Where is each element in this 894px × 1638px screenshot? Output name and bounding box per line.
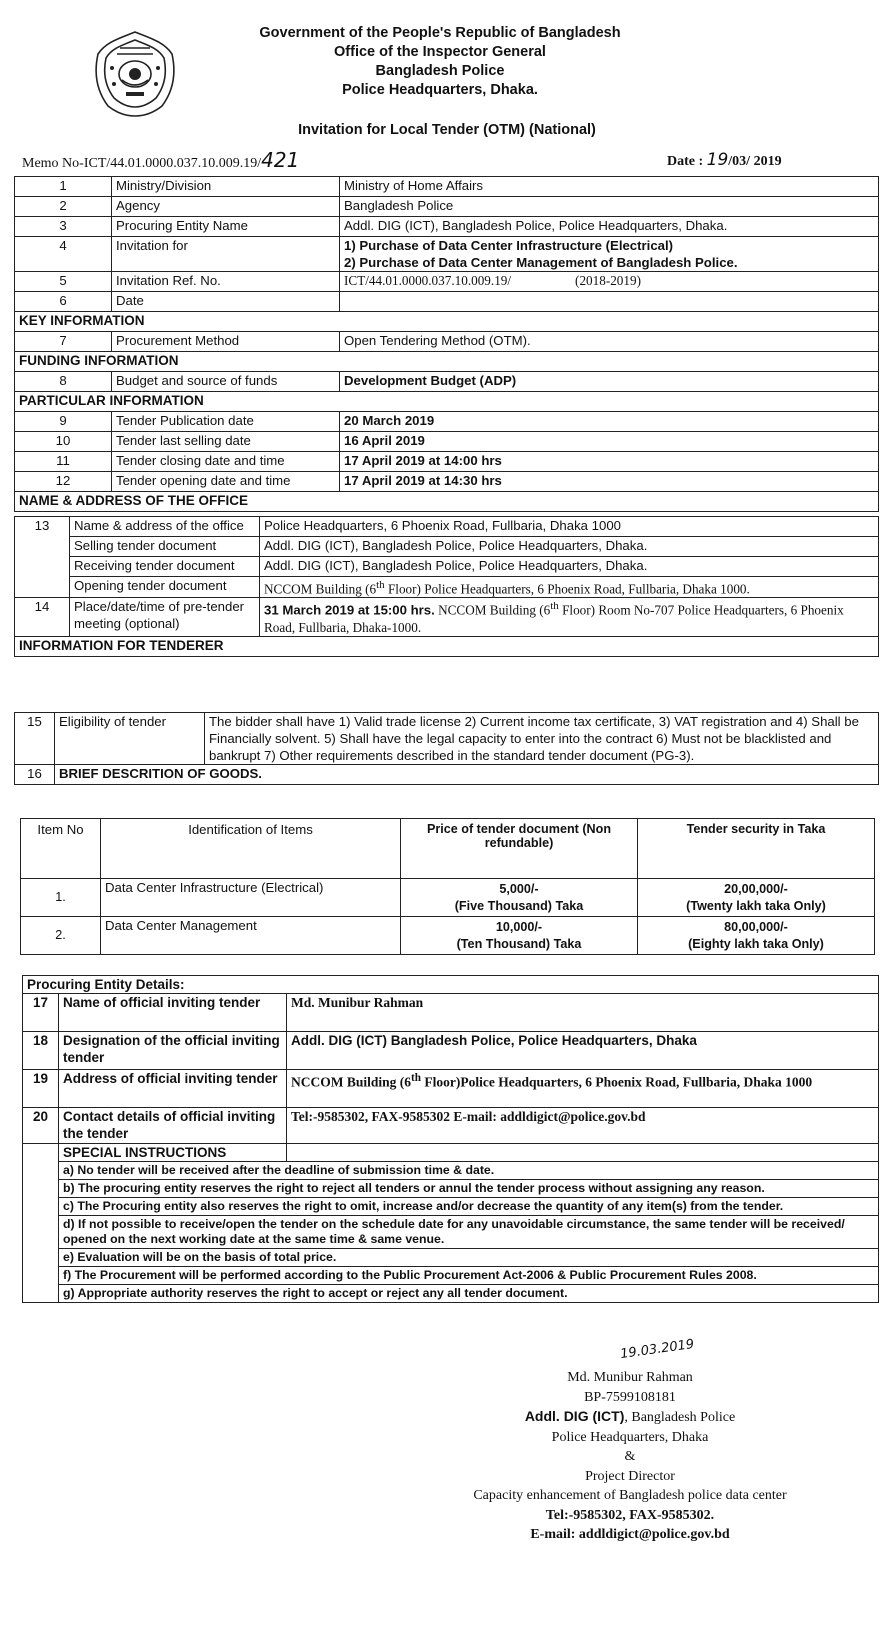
table-row [15, 517, 879, 537]
instruction-item: e) Evaluation will be on the basis of total price. [59, 1249, 879, 1267]
table-row [21, 879, 875, 917]
header-identification: Identification of Items [101, 819, 401, 879]
table-row [15, 332, 879, 352]
table-row [15, 557, 879, 577]
signatory-email: E-mail: addldigict@police.gov.bd [530, 1527, 730, 1542]
date-label: Date : [667, 154, 704, 169]
row-label: BRIEF DESCRITION OF GOODS. [55, 765, 879, 785]
table-row [15, 537, 879, 557]
value-part: NCCOM Building (6 [291, 1074, 412, 1090]
security-amount: 80,00,000/- [724, 919, 788, 934]
signature-block [430, 1368, 830, 1545]
row-label: Place/date/time of pre-tender meeting (optional) [70, 598, 260, 636]
table-row [15, 292, 879, 312]
memo-date [667, 150, 782, 170]
procuring-entity-heading: Procuring Entity Details: [23, 976, 879, 994]
section-particular-information: PARTICULAR INFORMATION [15, 392, 879, 412]
table-row [23, 994, 879, 1032]
section-funding-information: FUNDING INFORMATION [15, 352, 879, 372]
row-label: Agency [112, 197, 340, 217]
instruction-item: b) The procuring entity reserves the right to reject all tenders or annul the tender process without assigning any reason. [59, 1180, 879, 1198]
row-label: Invitation for [112, 237, 340, 272]
row-label: Opening tender document [70, 577, 260, 598]
date-rest: /03/ 2019 [728, 154, 782, 169]
letterhead-line-hq: Police Headquarters, Dhaka. [342, 82, 538, 98]
office-address-table [14, 516, 879, 657]
table-row [15, 237, 879, 272]
row-value [287, 1070, 879, 1108]
value-part: Floor) Room No-707 Police Headquarters, 6 Phoenix Road, Fullbaria, Dhaka-1000. [264, 602, 844, 635]
ref-number: ICT/44.01.0000.037.10.009.19/ [344, 273, 512, 288]
row-value: Ministry of Home Affairs [340, 177, 879, 197]
row-value: 17 April 2019 at 14:00 hrs [340, 452, 879, 472]
instructions-spacer [23, 1144, 59, 1303]
security-words: (Twenty lakh taka Only) [686, 898, 826, 913]
header-item-no: Item No [21, 819, 101, 879]
instruction-item: c) The Procuring entity also reserves the right to omit, increase and/or decrease the quantity of any item(s) from the tender. [59, 1198, 879, 1216]
row-label: Eligibility of tender [55, 713, 205, 765]
row-number: 7 [15, 332, 112, 352]
section-office-address: NAME & ADDRESS OF THE OFFICE [15, 492, 879, 512]
date-handwritten-day: 19 [706, 150, 729, 170]
invitation-item-1: 1) Purchase of Data Center Infrastructure (Electrical) [344, 238, 674, 253]
row-label: Selling tender document [70, 537, 260, 557]
row-label: Designation of the official inviting tender [59, 1032, 287, 1070]
signatory-name: Md. Munibur Rahman [567, 1370, 693, 1385]
signatory-role: Project Director [585, 1468, 675, 1484]
header-price: Price of tender document (Non refundable) [401, 819, 638, 879]
signatory-office: Police Headquarters, Dhaka [551, 1429, 709, 1445]
list-item [23, 1216, 879, 1249]
row-number: 20 [23, 1108, 59, 1144]
section-key-information: KEY INFORMATION [15, 312, 879, 332]
row-value [340, 272, 879, 292]
memo-handwritten-number: 421 [261, 148, 300, 172]
table-row [15, 432, 879, 452]
row-label: Date [112, 292, 340, 312]
row-number: 10 [15, 432, 112, 452]
table-row [15, 577, 879, 598]
row-value: Development Budget (ADP) [340, 372, 879, 392]
row-value: Bangladesh Police [340, 197, 879, 217]
goods-table [20, 818, 875, 955]
section-information-for-tenderer: INFORMATION FOR TENDERER [15, 636, 879, 656]
row-label: Procurement Method [112, 332, 340, 352]
letterhead-line-government: Government of the People's Republic of Bangladesh [259, 25, 621, 41]
table-row [23, 1070, 879, 1108]
superscript: th [411, 1072, 422, 1084]
table-row [23, 1032, 879, 1070]
table-row [23, 1144, 879, 1162]
price-amount: 5,000/- [499, 881, 539, 896]
security-amount: 20,00,000/- [724, 881, 788, 896]
goods-header-row [21, 819, 875, 879]
row-value: 20 March 2019 [340, 412, 879, 432]
row-number: 19 [23, 1070, 59, 1108]
section-heading-row [15, 392, 879, 412]
table-row [15, 217, 879, 237]
table-row [15, 713, 879, 765]
row-number: 5 [15, 272, 112, 292]
meeting-datetime: 31 March 2019 at 15:00 hrs. [264, 602, 435, 618]
row-value: 16 April 2019 [340, 432, 879, 452]
item-security [638, 879, 875, 917]
row-label: Name of official inviting tender [59, 994, 287, 1032]
item-price [401, 917, 638, 955]
row-number: 6 [15, 292, 112, 312]
table-row [15, 452, 879, 472]
row-value: Md. Munibur Rahman [287, 994, 879, 1032]
row-label: Tender closing date and time [112, 452, 340, 472]
row-number: 15 [15, 713, 55, 765]
row-label: Receiving tender document [70, 557, 260, 577]
row-value [340, 292, 879, 312]
row-label: Ministry/Division [112, 177, 340, 197]
list-item [23, 1267, 879, 1285]
superscript: th [550, 600, 559, 613]
memo-number [22, 148, 299, 172]
item-name: Data Center Management [101, 917, 401, 955]
letterhead [180, 24, 700, 100]
row-number: 17 [23, 994, 59, 1032]
superscript: th [376, 579, 385, 591]
row-label: Tender opening date and time [112, 472, 340, 492]
designation-rest: , Bangladesh Police [624, 1410, 736, 1425]
document-title: Invitation for Local Tender (OTM) (National) [298, 122, 596, 138]
section-heading-row [15, 492, 879, 512]
table-row [15, 197, 879, 217]
row-number: 13 [15, 517, 70, 598]
row-value: Addl. DIG (ICT), Bangladesh Police, Police Headquarters, Dhaka. [260, 537, 879, 557]
bangladesh-police-emblem-icon [92, 28, 178, 120]
letterhead-line-office: Office of the Inspector General [334, 44, 546, 60]
instruction-item: a) No tender will be received after the deadline of submission time & date. [59, 1162, 879, 1180]
table-row [15, 372, 879, 392]
row-label: Address of official inviting tender [59, 1070, 287, 1108]
row-label: Contact details of official inviting the tender [59, 1108, 287, 1144]
row-label: Invitation Ref. No. [112, 272, 340, 292]
item-name: Data Center Infrastructure (Electrical) [101, 879, 401, 917]
list-item [23, 1285, 879, 1303]
signatory-project: Capacity enhancement of Bangladesh police data center [473, 1488, 787, 1503]
empty-cell [287, 1144, 879, 1162]
instruction-item: g) Appropriate authority reserves the right to accept or reject any all tender document. [59, 1285, 879, 1303]
instruction-item: d) If not possible to receive/open the tender on the schedule date for any unavoidable circumstance, the same tender will be received/ opened on the next working date at the same time & same venue. [59, 1216, 879, 1249]
row-value: The bidder shall have 1) Valid trade license 2) Current income tax certificate, 3) VAT registration and 4) Shall be Financially solvent. 5) Shall have the legal capacity to enter into the contract 6) Must not be blacklisted and bankrupt 7) Other requirements described in the standard tender document (PG-3). [205, 713, 879, 765]
row-value: Addl. DIG (ICT) Bangladesh Police, Police Headquarters, Dhaka [287, 1032, 879, 1070]
instruction-item: f) The Procurement will be performed according to the Public Procurement Act-2006 & Public Procurement Rules 2008. [59, 1267, 879, 1285]
row-value [260, 598, 879, 636]
value-part: NCCOM Building (6 [264, 581, 377, 597]
row-number: 14 [15, 598, 70, 636]
table-row [15, 765, 879, 785]
table-row [15, 177, 879, 197]
row-label: Name & address of the office [70, 517, 260, 537]
signatory-ampersand: & [624, 1449, 636, 1464]
item-no: 2. [21, 917, 101, 955]
signatory-designation [430, 1407, 830, 1428]
table-row [21, 917, 875, 955]
row-value: Police Headquarters, 6 Phoenix Road, Fullbaria, Dhaka 1000 [260, 517, 879, 537]
price-words: (Five Thousand) Taka [454, 898, 584, 913]
row-value: Tel:-9585302, FAX-9585302 E-mail: addldigict@police.gov.bd [287, 1108, 879, 1144]
special-instructions-heading: SPECIAL INSTRUCTIONS [59, 1144, 287, 1162]
section-heading-row [15, 352, 879, 372]
row-value [340, 237, 879, 272]
row-label: Budget and source of funds [112, 372, 340, 392]
signatory-bp: BP-7599108181 [584, 1389, 676, 1405]
section-heading-row [15, 312, 879, 332]
price-words: (Ten Thousand) Taka [456, 936, 582, 951]
handwritten-signature-date: 19.03.2019 [619, 1336, 696, 1363]
item-price [401, 879, 638, 917]
value-part: Floor) Police Headquarters, 6 Phoenix Road, Fullbaria, Dhaka 1000. [384, 581, 750, 597]
table-row [15, 598, 879, 636]
tenderer-info-table [14, 712, 879, 785]
row-number: 4 [15, 237, 112, 272]
row-value: Open Tendering Method (OTM). [340, 332, 879, 352]
item-security [638, 917, 875, 955]
invitation-item-2: 2) Purchase of Data Center Management of Bangladesh Police. [344, 255, 738, 270]
procuring-entity-table [22, 975, 879, 1303]
item-no: 1. [21, 879, 101, 917]
table-row [15, 412, 879, 432]
list-item [23, 1198, 879, 1216]
list-item [23, 1249, 879, 1267]
row-number: 12 [15, 472, 112, 492]
row-number: 3 [15, 217, 112, 237]
row-number: 9 [15, 412, 112, 432]
table-row [23, 1108, 879, 1144]
designation-bold: Addl. DIG (ICT) [524, 1408, 625, 1424]
row-number: 2 [15, 197, 112, 217]
table-row [15, 272, 879, 292]
row-value: Addl. DIG (ICT), Bangladesh Police, Police Headquarters, Dhaka. [340, 217, 879, 237]
tender-info-table [14, 176, 879, 512]
row-label: Tender last selling date [112, 432, 340, 452]
table-row [15, 472, 879, 492]
ref-year: (2018-2019) [575, 273, 641, 288]
price-amount: 10,000/- [495, 919, 543, 934]
section-heading-row [23, 976, 879, 994]
row-number: 16 [15, 765, 55, 785]
memo-prefix: Memo No-ICT/44.01.0000.037.10.009.19/ [22, 156, 262, 171]
row-value: Addl. DIG (ICT), Bangladesh Police, Police Headquarters, Dhaka. [260, 557, 879, 577]
row-label: Procuring Entity Name [112, 217, 340, 237]
row-number: 11 [15, 452, 112, 472]
list-item [23, 1180, 879, 1198]
header-security: Tender security in Taka [638, 819, 875, 879]
letterhead-line-agency: Bangladesh Police [375, 63, 505, 79]
row-number: 1 [15, 177, 112, 197]
row-label: Tender Publication date [112, 412, 340, 432]
value-part: NCCOM Building (6 [434, 602, 551, 618]
section-heading-row [15, 636, 879, 656]
row-value: 17 April 2019 at 14:30 hrs [340, 472, 879, 492]
security-words: (Eighty lakh taka Only) [688, 936, 824, 951]
row-number: 18 [23, 1032, 59, 1070]
list-item [23, 1162, 879, 1180]
row-value [260, 577, 879, 598]
signatory-tel: Tel:-9585302, FAX-9585302. [545, 1507, 715, 1523]
value-part: Floor)Police Headquarters, 6 Phoenix Road, Fullbaria, Dhaka 1000 [421, 1074, 813, 1090]
row-number: 8 [15, 372, 112, 392]
